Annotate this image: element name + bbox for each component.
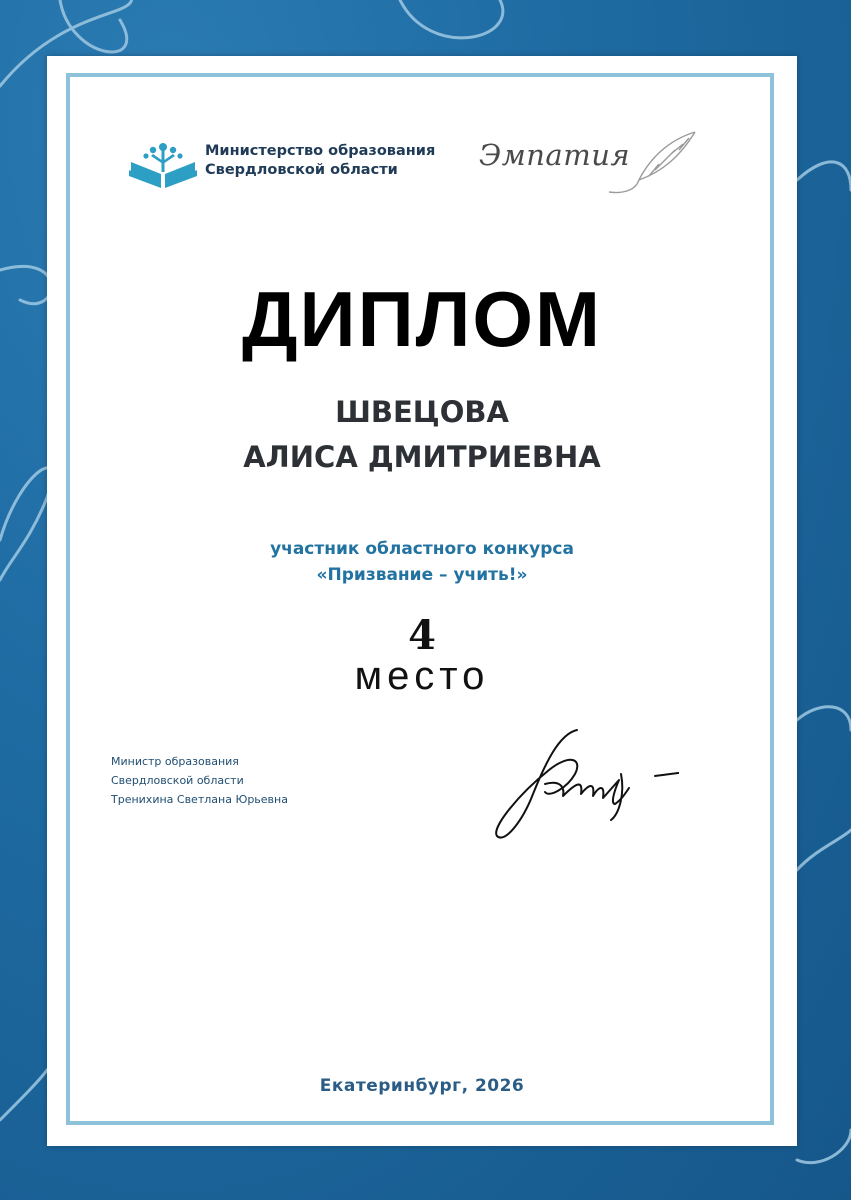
empathy-logo-text: Эмпатия — [479, 138, 631, 172]
place-word: место — [354, 654, 490, 698]
diploma-sheet — [47, 56, 797, 1146]
award-line-2: «Призвание – учить!» — [316, 565, 528, 585]
handwritten-signature-icon — [479, 724, 679, 854]
book-tree-icon — [129, 140, 197, 188]
recipient-given-names: АЛИСА ДМИТРИЕВНА — [243, 440, 601, 474]
header-logos — [129, 136, 729, 196]
quill-feather-icon — [609, 128, 699, 198]
award-line-1: участник областного конкурса — [270, 539, 574, 559]
ministry-name — [205, 142, 435, 180]
ministry-line-1: Министерство образования — [205, 143, 436, 159]
ministry-line-2: Свердловской области — [205, 162, 398, 178]
place-number: 4 — [408, 612, 436, 659]
inner-frame — [66, 73, 774, 1125]
recipient-surname: ШВЕЦОВА — [335, 395, 509, 429]
award-description — [47, 536, 797, 588]
signatory-block — [111, 752, 288, 809]
diploma-title: ДИПЛОМ — [241, 275, 603, 363]
place-and-year: Екатеринбург, 2026 — [319, 1076, 525, 1096]
signatory-position-1: Министр образования — [111, 755, 239, 768]
signatory-name: Тренихина Светлана Юрьевна — [111, 793, 288, 806]
signatory-position-2: Свердловской области — [111, 774, 244, 787]
recipient-name — [47, 390, 797, 480]
